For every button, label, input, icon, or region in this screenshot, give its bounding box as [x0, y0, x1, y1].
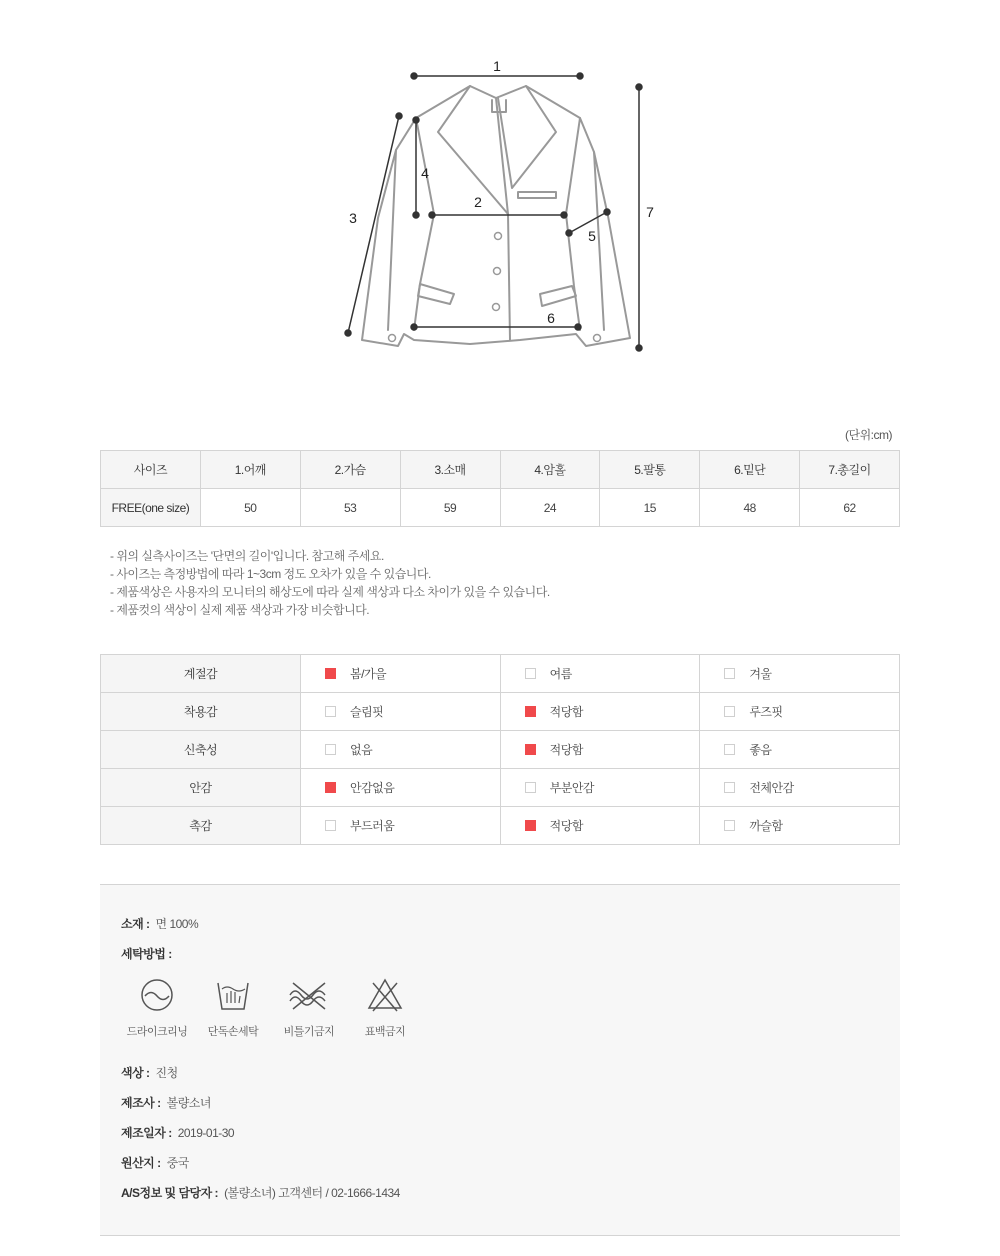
fit-option: [301, 655, 501, 693]
checkbox-icon: [724, 744, 735, 755]
fit-category: 신축성: [101, 731, 301, 769]
size-value-cell: 24: [500, 489, 600, 527]
size-table-header-row: [101, 451, 900, 489]
info-key: 소재 :: [121, 917, 150, 931]
fit-option: [301, 769, 501, 807]
size-name-cell: FREE(one size): [101, 489, 201, 527]
unit-label: (단위:cm): [844, 428, 892, 442]
fit-option: [301, 807, 501, 845]
info-key: 원산지 :: [121, 1156, 161, 1170]
fit-category: 촉감: [101, 807, 301, 845]
checkbox-icon: [525, 668, 536, 679]
info-value: 진청: [155, 1066, 178, 1080]
color-row: [121, 1064, 178, 1081]
size-value-cell: 62: [800, 489, 900, 527]
fit-option-label: 적당함: [549, 743, 583, 757]
fit-option: [700, 693, 900, 731]
table-row: [101, 489, 900, 527]
checkbox-icon: [525, 744, 536, 755]
size-value-cell: 59: [400, 489, 500, 527]
checkbox-icon: [325, 782, 336, 793]
care-label: 비틀기금지: [283, 1026, 335, 1038]
fit-option: [301, 693, 501, 731]
date-row: [121, 1124, 234, 1141]
size-header-cell: 1.어깨: [200, 451, 300, 489]
care-label: 단독손세탁: [207, 1026, 259, 1038]
fit-option-label: 겨울: [749, 667, 772, 681]
fit-option-label: 좋음: [749, 743, 772, 757]
note-line: - 제품색상은 사용자의 모니터의 해상도에 따라 실제 색상과 다소 차이가 있을 수 있습니다.: [110, 585, 550, 599]
dry-clean-icon: [137, 975, 177, 1015]
size-value-cell: 50: [200, 489, 300, 527]
info-key: 색상 :: [121, 1066, 150, 1080]
info-value: 중국: [166, 1156, 189, 1170]
fit-option-label: 부드러움: [350, 819, 395, 833]
size-value-cell: 48: [700, 489, 800, 527]
fit-category: 계절감: [101, 655, 301, 693]
origin-row: [121, 1154, 189, 1171]
fit-option: [301, 731, 501, 769]
size-header-cell: 사이즈: [101, 451, 201, 489]
fit-option: [500, 693, 700, 731]
note-line: - 위의 실측사이즈는 '단면의 길이'입니다. 참고해 주세요.: [110, 549, 384, 563]
measure-label-6: 6: [547, 310, 555, 326]
measure-label-4: 4: [421, 165, 429, 181]
fit-option: [700, 769, 900, 807]
size-header-cell: 5.팔통: [600, 451, 700, 489]
table-row: [101, 807, 900, 845]
fit-table: [100, 654, 900, 845]
fit-option-label: 봄/가을: [350, 667, 387, 681]
fit-option-label: 없음: [350, 743, 373, 757]
fit-option: [500, 655, 700, 693]
checkbox-icon: [724, 820, 735, 831]
size-header-cell: 6.밑단: [700, 451, 800, 489]
table-row: [101, 655, 900, 693]
fit-option-label: 적당함: [549, 705, 583, 719]
care-label: 드라이크리닝: [126, 1026, 188, 1038]
measure-label-1: 1: [493, 58, 501, 74]
checkbox-icon: [325, 744, 336, 755]
size-notes: [110, 547, 550, 619]
no-bleach-icon: [365, 975, 405, 1015]
checkbox-icon: [724, 706, 735, 717]
fit-option-label: 까슬함: [749, 819, 783, 833]
fit-option-label: 루즈핏: [749, 705, 783, 719]
size-header-cell: 2.가슴: [300, 451, 400, 489]
care-label: 표백금지: [364, 1026, 406, 1038]
fit-category: 착용감: [101, 693, 301, 731]
checkbox-icon: [325, 706, 336, 717]
size-header-cell: 7.총길이: [800, 451, 900, 489]
checkbox-icon: [724, 782, 735, 793]
fit-category: 안감: [101, 769, 301, 807]
measure-label-5: 5: [588, 228, 596, 244]
info-value: 면 100%: [155, 917, 199, 931]
size-header-cell: 4.암홀: [500, 451, 600, 489]
size-value-cell: 15: [600, 489, 700, 527]
material-row: [121, 915, 198, 932]
info-value: 2019-01-30: [177, 1126, 235, 1140]
fit-option-label: 전체안감: [749, 781, 794, 795]
fit-option: [500, 807, 700, 845]
care-item: [340, 975, 430, 1039]
product-info: [100, 884, 900, 1236]
size-table: [100, 450, 900, 527]
size-diagram: [0, 0, 1000, 400]
table-row: [101, 731, 900, 769]
fit-option: [500, 769, 700, 807]
info-key: A/S정보 및 담당자 :: [121, 1186, 219, 1200]
note-line: - 제품컷의 색상이 실제 제품 색상과 가장 비슷합니다.: [110, 603, 370, 617]
checkbox-icon: [325, 668, 336, 679]
fit-option: [700, 807, 900, 845]
measure-label-3: 3: [349, 210, 357, 226]
checkbox-icon: [525, 706, 536, 717]
fit-option-label: 안감없음: [350, 781, 395, 795]
info-value: (볼량소녀) 고객센터 / 02-1666-1434: [224, 1186, 400, 1200]
fit-option-label: 부분안감: [549, 781, 595, 795]
measure-label-2: 2: [474, 194, 482, 210]
fit-option: [700, 731, 900, 769]
fit-option: [700, 655, 900, 693]
fit-option-label: 적당함: [549, 819, 583, 833]
checkbox-icon: [525, 820, 536, 831]
checkbox-icon: [525, 782, 536, 793]
maker-row: [121, 1094, 211, 1111]
checkbox-icon: [724, 668, 735, 679]
info-key: 제조사 :: [121, 1096, 161, 1110]
size-header-cell: 3.소매: [400, 451, 500, 489]
info-key: 제조일자 :: [121, 1126, 172, 1140]
fit-option-label: 슬림핏: [350, 705, 384, 719]
fit-option: [500, 731, 700, 769]
note-line: - 사이즈는 측정방법에 따라 1~3cm 정도 오차가 있을 수 있습니다.: [110, 567, 431, 581]
fit-option-label: 여름: [549, 667, 572, 681]
table-row: [101, 769, 900, 807]
wash-row: [121, 945, 178, 962]
info-value: 볼량소녀: [166, 1096, 211, 1110]
checkbox-icon: [325, 820, 336, 831]
as-row: [121, 1184, 400, 1201]
table-row: [101, 693, 900, 731]
info-key: 세탁방법 :: [121, 947, 172, 961]
hand-wash-icon: [213, 975, 253, 1015]
size-value-cell: 53: [300, 489, 400, 527]
measure-label-7: 7: [646, 204, 654, 220]
no-wring-icon: [287, 975, 331, 1015]
